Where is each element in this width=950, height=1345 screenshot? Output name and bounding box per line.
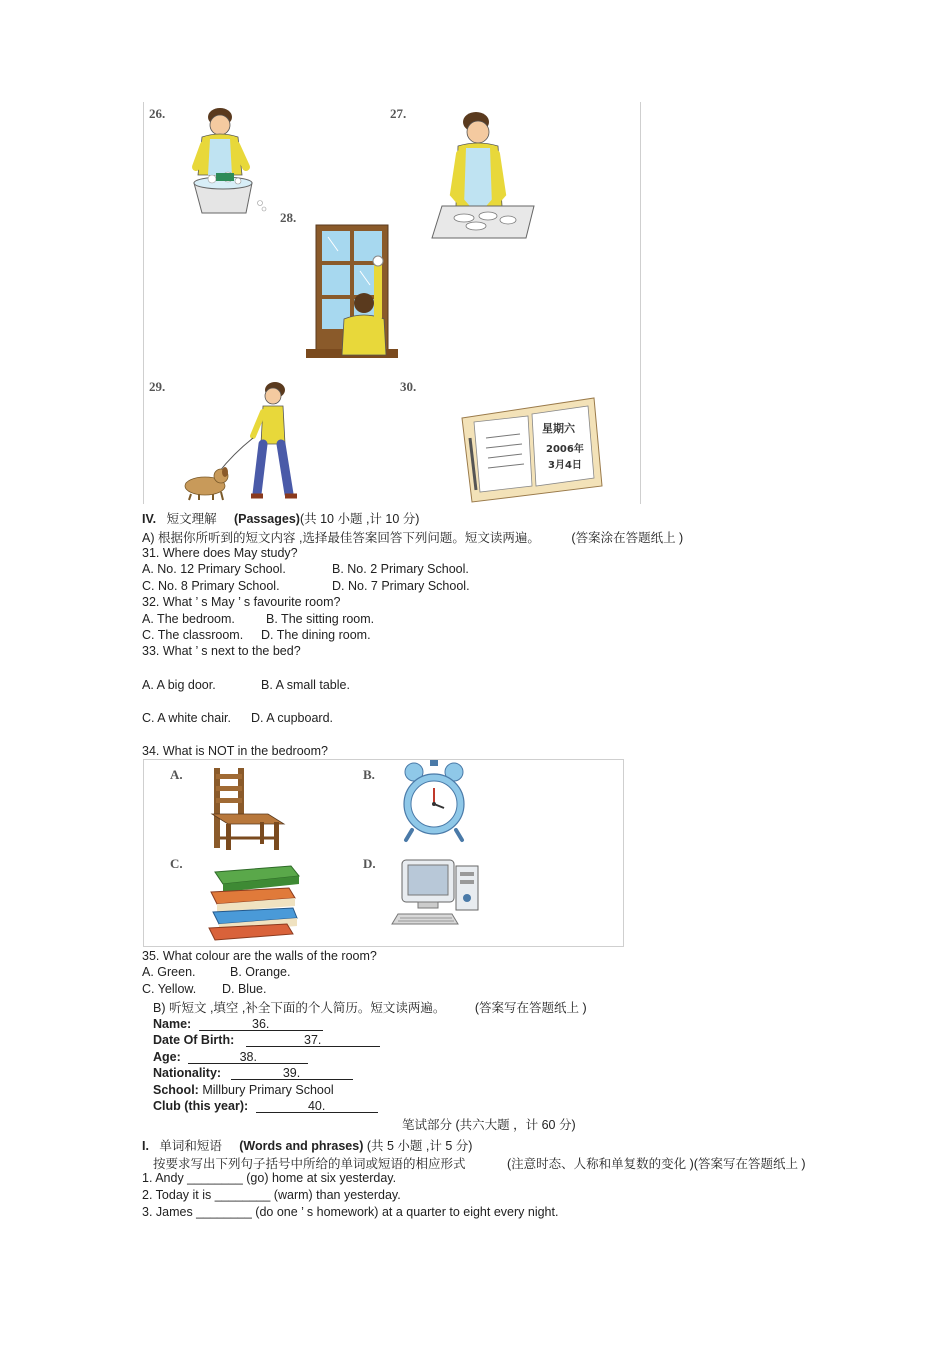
section-iv-heading — [142, 509, 419, 527]
option-32a: A. The bedroom. — [142, 612, 235, 626]
school-value: Millbury Primary School — [202, 1083, 334, 1097]
walking-dog-illustration — [183, 382, 303, 502]
section-i-title-en: (Words and phrases) — [239, 1139, 364, 1153]
diary-year: 2006年 — [546, 444, 584, 455]
option-32c: C. The classroom. — [142, 628, 244, 642]
form-row-club: Club (this year): 40. — [153, 1099, 378, 1113]
age-blank[interactable]: 38. — [188, 1050, 308, 1064]
picture-label-29: 29. — [149, 379, 166, 394]
part-a-instruction: A) 根据你所听到的短文内容 ,选择最佳答案回答下列问题。短文读两遍。 (答案涂在答题纸上 ) — [142, 531, 684, 545]
section-iv-title-en: (Passages) — [233, 512, 300, 526]
diary-date: 3月4日 — [548, 460, 582, 471]
option-33d: D. A cupboard. — [251, 711, 334, 725]
picture-label-27: 27. — [390, 106, 407, 121]
section-i-title-cn: 单词和短语 — [159, 1139, 222, 1153]
diary-weekday: 星期六 — [542, 422, 575, 435]
section-iv-info: (共 10 小题 ,计 10 分) — [299, 512, 420, 526]
section-i-instruction: 按要求写出下列句子括号中所给的单词或短语的相应形式 (注意时态、人称和单复数的变化 )(答案写在答题纸上 ) — [153, 1157, 806, 1171]
question-32: 32. What ’ s May ’ s favourite room? — [142, 595, 341, 609]
question-34: 34. What is NOT in the bedroom? — [142, 744, 328, 758]
q34-label-d: D. — [363, 856, 376, 871]
nationality-blank[interactable]: 39. — [231, 1066, 353, 1080]
option-31d: D. No. 7 Primary School. — [332, 579, 470, 593]
form-row-age: Age: 38. — [153, 1050, 308, 1064]
picture-label-28: 28. — [280, 210, 297, 225]
option-32b: B. The sitting room. — [266, 612, 375, 626]
washing-clothes-illustration — [190, 105, 270, 217]
form-row-birth: Date Of Birth: 37. — [153, 1033, 380, 1047]
option-33b: B. A small table. — [261, 678, 350, 692]
section-i-info: (共 5 小题 ,计 5 分) — [366, 1139, 473, 1153]
question-33: 33. What ’ s next to the bed? — [142, 644, 301, 658]
q34-label-a: A. — [170, 767, 183, 782]
written-part-heading: 笔试部分 (共六大题 ，计 60 分) — [402, 1118, 576, 1132]
option-32d: D. The dining room. — [261, 628, 371, 642]
computer-icon — [392, 856, 484, 926]
chair-icon — [208, 764, 288, 852]
picture-label-26: 26. — [149, 106, 166, 121]
question-35: 35. What colour are the walls of the room? — [142, 949, 377, 963]
option-31c: C. No. 8 Primary School. — [142, 579, 280, 593]
books-icon — [207, 862, 303, 942]
q34-label-c: C. — [170, 856, 183, 871]
question-31: 31. Where does May study? — [142, 546, 298, 560]
option-31b: B. No. 2 Primary School. — [332, 562, 469, 576]
alarm-clock-icon — [398, 758, 470, 842]
section-i-number: I. — [142, 1139, 149, 1153]
washing-dishes-illustration — [430, 110, 536, 240]
option-35b: B. Orange. — [230, 965, 291, 979]
option-31a: A. No. 12 Primary School. — [142, 562, 286, 576]
club-blank[interactable]: 40. — [256, 1099, 378, 1113]
form-row-nationality: Nationality: 39. — [153, 1066, 353, 1080]
option-35a: A. Green. — [142, 965, 196, 979]
section-iv-title-cn: 短文理解 — [166, 512, 217, 526]
option-35d: D. Blue. — [222, 982, 267, 996]
cleaning-window-illustration — [306, 225, 398, 360]
option-35c: C. Yellow. — [142, 982, 197, 996]
section-i-item-1: 1. Andy ________ (go) home at six yesterday. — [142, 1171, 397, 1185]
diary-illustration — [462, 398, 602, 502]
name-blank[interactable]: 36. — [199, 1017, 323, 1031]
picture-label-30: 30. — [400, 379, 417, 394]
q34-label-b: B. — [363, 767, 375, 782]
option-33c: C. A white chair. — [142, 711, 231, 725]
section-i-item-2: 2. Today it is ________ (warm) than yesterday. — [142, 1188, 401, 1202]
option-33a: A. A big door. — [142, 678, 216, 692]
form-row-school: School: Millbury Primary School — [153, 1083, 334, 1097]
section-iv-number: IV. — [142, 512, 157, 526]
section-i-heading — [142, 1136, 472, 1154]
section-i-item-3: 3. James ________ (do one ’ s homework) at a quarter to eight every night. — [142, 1205, 559, 1219]
form-row-name: Name: 36. — [153, 1017, 323, 1031]
part-b-instruction: B) 听短文 ,填空 ,补全下面的个人简历。短文读两遍。 (答案写在答题纸上 ) — [153, 1001, 587, 1015]
date-of-birth-blank[interactable]: 37. — [246, 1033, 380, 1047]
